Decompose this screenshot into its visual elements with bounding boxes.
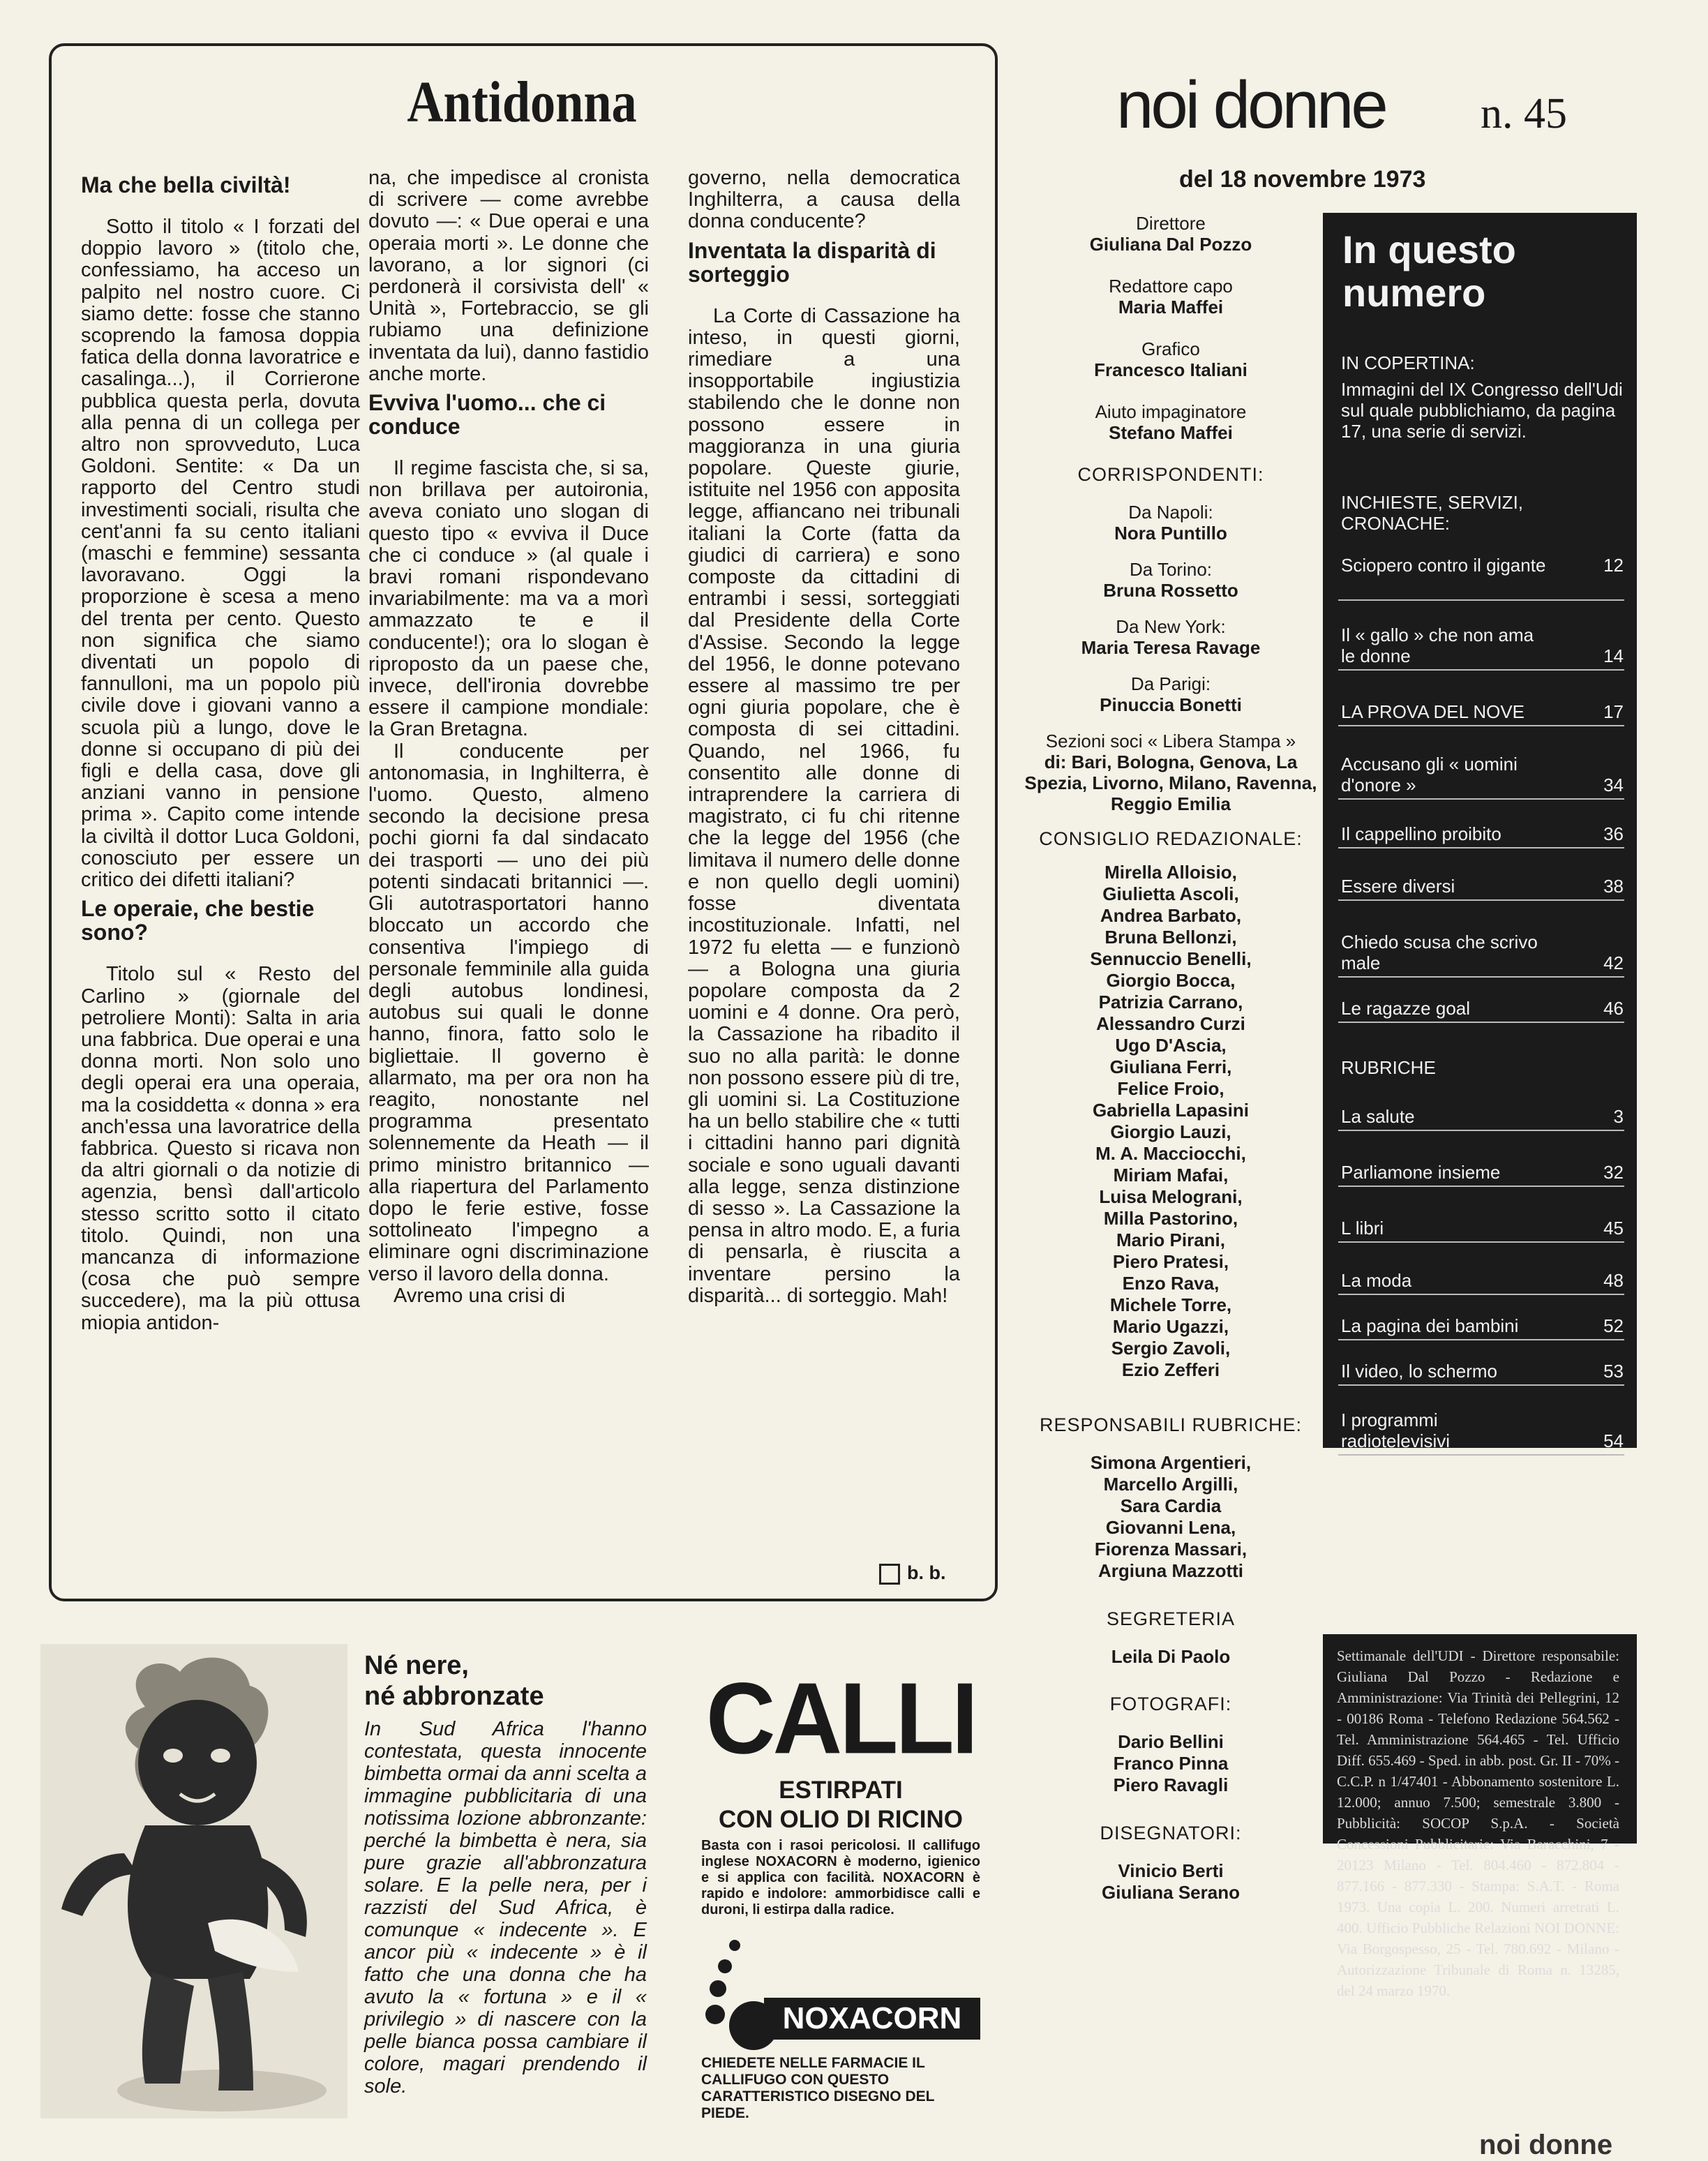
article-column-1 [81,167,360,1334]
article-paragraph: na, che impedisce al cronista di scrivere — come avrebbe dovuto —: « Due operai e una operaia morti ». Le donne che lavorano, a lor signori (ci perdonerà il corsivista dell' « Unità », Fortebraccio, se gli rubiamo una definizione inventata da lui), danno fastidio anche morte. [368,167,649,385]
correspondent-city: Da New York: [1116,616,1226,637]
contents-item[interactable] [1341,754,1624,795]
box-title-line: Né nere, [364,1651,469,1680]
contents-title-line: In questo [1342,227,1516,271]
signature-text: b. b. [907,1562,946,1583]
article-column-2 [368,167,649,1307]
article-paragraph: Il regime fascista che, si sa, non brillava per autoironia, aveva coniato uno slogan di questo tipo « evviva il Duce che ci conduce » (al quale i bravi romani rispondevano invariabilmente: ma va a morì ammazzato te e il conducente!); ora lo slogan è riproposto da un paese che, invece, dell'ironia dovrebbe essere il campione mondiale: la Gran Bretagna. [368,457,649,741]
role-label: Redattore capo [1109,276,1233,297]
consiglio-member: Sergio Zavoli, [1111,1338,1231,1359]
rubriche-member: Fiorenza Massari, [1094,1539,1248,1560]
contents-divider [1338,976,1624,978]
role-label: Grafico [1141,338,1200,359]
rubriche-member: Marcello Argilli, [1103,1474,1238,1495]
contents-divider [1338,725,1624,726]
advert-brand: NOXACORN [764,1998,980,2040]
article-paragraph: governo, nella democratica Inghilterra, a causa della donna conducente? [688,167,960,233]
contents-item-page: 14 [1603,645,1624,666]
correspondent-city: Da Parigi: [1130,673,1211,694]
rubriche-member: Giovanni Lena, [1105,1517,1236,1538]
box-title-line: né abbronzate [364,1682,544,1711]
contents-divider [1338,847,1624,848]
role-director [1024,213,1317,255]
correspondent-name: Nora Puntillo [1114,523,1227,544]
rubrica-item[interactable] [1341,1106,1624,1127]
contents-divider [1338,1339,1624,1340]
correspondents-heading: CORRISPONDENTI: [1077,464,1264,485]
article-subheading: Inventata la disparità di sorteggio [688,237,936,287]
contents-divider [1338,1294,1624,1295]
article-subheading: Ma che bella civiltà! [81,172,291,197]
contents-divider [1338,798,1624,800]
consiglio-member: Ugo D'Ascia, [1115,1035,1227,1056]
contents-item-label: Sciopero contro il gigante [1341,555,1546,576]
consiglio-member: Luisa Melograni, [1099,1186,1243,1207]
role-name: Maria Maffei [1118,297,1224,317]
contents-item-page: 34 [1603,775,1624,795]
contents-item-page: 48 [1603,1270,1624,1291]
masthead-credits [1024,213,1317,1904]
segreteria-name: Leila Di Paolo [1111,1646,1231,1667]
consiglio-member: Patrizia Carrano, [1098,992,1243,1012]
segreteria-heading: SEGRETERIA [1106,1608,1236,1629]
photographer-name: Franco Pinna [1113,1753,1229,1774]
illustrator-name: Vinicio Berti [1118,1860,1224,1881]
advert-line-1: ESTIRPATI [779,1777,903,1804]
article-paragraph: La Corte di Cassazione ha inteso, in questi giorni, rimediare a una insopportabile ingiustizia stabilendo che le donne non possono essere in maggioranza in una giuria popolare. Queste giurie, istituite nel 1956 con apposita legge, affiancano nei tribunali italiani la Corte (fatta da giudici di carriera) e sono composte da cittadini di entrambi i sessi, sorteggiati dal Presidente della Corte d'Assise. Secondo la legge del 1956, le donne potevano essere al massimo tre per ogni giuria popolare, che è composta di sei cittadini. Quando, nel 1966, fu consentito alle donne di intraprendere la carriera di magistrato, ci fu chi ritenne che la legge del 1956 (che limitava il numero delle donne e non quello degli uomini) fosse diventata incostituzionale. Infatti, nel 1972 fu eletta — e funzionò — a Bologna una giuria popolare composta da 2 uomini e 4 donne. Ora però, la Cassazione ha ribadito il suo no alla parità: le donne non possono essere più di tre, gli uomini si. La Costituzione ha un bello stabilire che « tutti i cittadini hanno pari dignità sociale e sono uguali davanti alla legge, senza distinzione di sesso ». La Cassazione la pensa in altro modo. E, a furia di pensarla, è riuscita a inventare persino la disparità... di sorteggio. Mah! [688,304,960,1307]
photographer-name: Dario Bellini [1118,1731,1224,1752]
contents-item[interactable] [1341,823,1624,844]
rubrica-item[interactable] [1341,1315,1624,1336]
contents-divider [1338,1384,1624,1386]
article-paragraph: Sotto il titolo « I forzati del doppio lavoro » (titolo che, confessiamo, ha acceso un palpito nel nostro cuore. Ci siamo dette: fosse che stanno scoprendo la famosa doppia fatica della donna lavoratrice e casalinga...), il Corrierone pubblica questa perla, dovuta alla penna di un collega per altro non sprovveduto, Luca Goldoni. Sentite: « Da un rapporto del Centro studi investimenti sociali, risulta che cent'anni fa su cento italiani (maschi e femmine) sessanta lavoravano. Oggi la proporzione è scesa a meno del trenta per cento. Questo non significa che siamo diventati un popolo di fannulloni, ma un popolo più civile dove i giovani vanno a scuola più a lungo, dove le donne si occupano di più dei figli e della casa, dove gli anziani vanno in pensione prima ». Capito come intende la civiltà il dottor Luca Goldoni, conosciuto per essere un critico dei difetti italiani? [81,216,360,892]
advert-photo-child [40,1644,347,2118]
contents-item-page: 17 [1603,701,1624,722]
fotografi-heading: FOTOGRAFI: [1109,1693,1232,1714]
fotografi-names [1024,1731,1317,1796]
role-graphic [1024,338,1317,380]
consiglio-names [1024,862,1317,1381]
correspondent-name: Bruna Rossetto [1103,580,1238,601]
rubrica-item[interactable] [1341,1270,1624,1291]
advert-copy: Basta con i rasoi pericolosi. Il callifugo inglese NOXACORN è moderno, igienico e si applica con facilità. NOXACORN è rapido e indolore: ammorbidisce calli e duroni, li estirpa dalla radice. [701,1838,980,1917]
contents-item-label: LA PROVA DEL NOVE [1341,701,1525,722]
contents-item-label: Chiedo scusa che scrivo male [1341,932,1538,973]
consiglio-member: Bruna Bellonzi, [1104,927,1237,948]
contents-item-page: 54 [1603,1430,1624,1451]
contents-item-label: Parliamone insieme [1341,1162,1501,1183]
sezioni-label: Sezioni soci « Libera Stampa » [1045,731,1296,752]
contents-divider [1338,899,1624,901]
correspondent-name: Maria Teresa Ravage [1081,637,1261,658]
consiglio-member: Milla Pastorino, [1103,1208,1238,1229]
contents-item-page: 38 [1603,876,1624,897]
colophon-text: Settimanale dell'UDI - Direttore responsabile: Giuliana Dal Pozzo - Redazione e Amministrazione: Via Trinità dei Pellegrini, 12 - 00186 Roma - Telefono Redazione 564.562 - Tel. Amministrazione 564.465 - Tel. Ufficio Diff. 655.469 - Sped. in abb. post. Gr. II - 70% - C.C.P. n 1/47401 - Abbonamento sostenitore L. 12.000; annuo 7.500; semestrale 3.800 - Pubblicità: SOCOP S.p.A. - Società Concessioni Pubblicitarie: Via Baracchini, 7 - 20123 Milano - Tel. 804.460 - 872.804 - 877.166 - 877.330 - Stampa: S.A.T. - Roma 1973. Una copia L. 200. Numeri arretrati L. 400. Ufficio Pubbliche Relazioni NOI DONNE: Via Borgospesso, 25 - Tel. 780.692 - Milano - Autorizzazione Tribunale di Roma n. 13285, del 24 marzo 1970. [1337,1647,1619,1999]
consiglio-member: Michele Torre, [1109,1294,1232,1315]
contents-item[interactable] [1341,625,1624,666]
illustrator-name: Giuliana Serano [1102,1882,1240,1903]
contents-item-page: 53 [1603,1361,1624,1382]
contents-item[interactable] [1341,932,1624,973]
contents-item-page: 46 [1603,998,1624,1019]
advert-bottom-text: CHIEDETE NELLE FARMACIE IL CALLIFUGO CON QUESTO CARATTERISTICO DISEGNO DEL PIEDE. [701,2055,935,2121]
contents-item[interactable] [1341,998,1624,1019]
rubrica-item[interactable] [1341,1218,1624,1239]
correspondent-name: Pinuccia Bonetti [1100,694,1242,715]
contents-item-label: L libri [1341,1218,1384,1239]
role-name: Francesco Italiani [1094,359,1248,380]
disegnatori-heading: DISEGNATORI: [1100,1823,1242,1844]
magazine-title: noi donne [1116,68,1386,142]
role-label: Direttore [1136,213,1206,234]
footprint-dot [705,2005,725,2024]
contents-divider [1338,1454,1624,1456]
rubriche-member: Sara Cardia [1120,1495,1222,1516]
contents-divider [1338,1241,1624,1243]
contents-item-label: Il cappellino proibito [1341,823,1501,844]
rubrica-item[interactable] [1341,1361,1624,1382]
role-name: Stefano Maffei [1109,422,1233,443]
role-editor [1024,276,1317,317]
rubriche-member: Argiuna Mazzotti [1098,1560,1243,1581]
contents-item-page: 45 [1603,1218,1624,1239]
contents-item[interactable] [1341,701,1624,722]
contents-item-label: Le ragazze goal [1341,998,1471,1019]
box-title [364,1650,544,1712]
sezioni-cities: di: Bari, Bologna, Genova, La Spezia, Livorno, Milano, Ravenna, Reggio Emilia [1024,752,1317,814]
advert-headline: CALLI [705,1662,976,1775]
consiglio-member: Miriam Mafai, [1113,1165,1229,1186]
footprint-dot [729,1940,740,1951]
consiglio-member: Felice Froio, [1117,1078,1224,1099]
consiglio-member: Mario Ugazzi, [1112,1316,1229,1337]
contents-divider [1338,1186,1624,1187]
contents-divider [1338,1130,1624,1131]
contents-item-page: 32 [1603,1162,1624,1183]
article-column-3 [688,167,960,1307]
contents-title-line: numero [1342,271,1486,315]
article-paragraph: Titolo sul « Resto del Carlino » (giornale del petroliere Monti): Salta in aria una fabbrica. Due operai e una donna morti. Non solo uno degli operai era una operaia, ma la cosiddetta « donna » era anch'essa una lavoratrice della fabbrica. Questo si ricava non da altri giornali o da notizie di agenzia, bensì dall'articolo stesso scritto sotto il citato titolo. Quindi, non una mancanza di informazione (cosa che può sempre succedere), ma la più ottusa miopia antidon- [81,963,360,1334]
contents-item-label: Accusano gli « uomini d'onore » [1341,754,1518,795]
consiglio-member: Giulietta Ascoli, [1102,883,1239,904]
rubriche-member: Simona Argentieri, [1090,1452,1252,1473]
consiglio-member: Andrea Barbato, [1100,905,1242,926]
correspondent [1024,673,1317,715]
footprint-dot [718,1959,732,1973]
contents-item-label: Il video, lo schermo [1341,1361,1497,1382]
rubriche-heading: RESPONSABILI RUBRICHE: [1039,1414,1303,1435]
contents-sidebar [1323,213,1637,1451]
role-label: Aiuto impaginatore [1095,401,1247,422]
disegnatori-names [1024,1860,1317,1904]
rubriche-names [1024,1452,1317,1582]
article-subheading: Le operaie, che bestie sono? [81,896,315,945]
consiglio-member: M. A. Macciocchi, [1095,1143,1246,1164]
copertina-text: Immagini del IX Congresso dell'Udi sul quale pubblichiamo, da pagina 17, una serie di servizi. [1341,379,1623,442]
correspondent [1024,616,1317,658]
consiglio-member: Giorgio Bocca, [1106,970,1236,991]
consiglio-member: Sennuccio Benelli, [1090,948,1252,969]
consiglio-member: Gabriella Lapasini [1093,1100,1249,1121]
contents-divider [1338,669,1624,671]
contents-item-page: 3 [1613,1106,1624,1127]
correspondent-city: Da Torino: [1129,559,1213,580]
contents-item-label: Il « gallo » che non ama le donne [1341,625,1534,666]
contents-item-page: 52 [1603,1315,1624,1336]
role-name: Giuliana Dal Pozzo [1089,234,1252,255]
footer-running-title: noi donne [1479,2130,1613,2160]
correspondent [1024,559,1317,601]
contents-item-label: I programmi radiotelevisivi [1341,1409,1451,1451]
contents-item-page: 12 [1603,555,1624,576]
contents-item-page: 42 [1603,952,1624,973]
consiglio-member: Giorgio Lauzi, [1110,1121,1231,1142]
contents-item[interactable] [1341,555,1624,576]
article-paragraph: Il conducente per antonomasia, in Inghilterra, è l'uomo. Questo, almeno secondo la decisione presa pochi giorni fa dal sindacato dei trasporti — uno dei più potenti sindacati britannici —. Gli autotrasportatori hanno bloccato un accordo che consentiva l'impiego di personale femminile alla guida degli autobus londinesi, autobus sui quali le donne hanno, finora, fatto solo le bigliettaie. Il governo è allarmato, ma per ora non ha reagito, nonostante nel programma presentato solennemente da Heath — il primo ministro britannico — alla riapertura del Parlamento dopo le ferie estive, fosse sottolineato l'impegno a eliminare ogni discriminazione verso il lavoro della donna. [368,740,649,1285]
correspondent [1024,502,1317,544]
contents-item-label: Essere diversi [1341,876,1455,897]
contents-item-label: La salute [1341,1106,1415,1127]
footprint-dot [710,1980,726,1997]
contents-item-label: La moda [1341,1270,1412,1291]
child-illustration [40,1644,347,2118]
article-signature [879,1562,946,1585]
consiglio-member: Ezio Zefferi [1121,1359,1220,1380]
contents-item-label: La pagina dei bambini [1341,1315,1519,1336]
contents-item[interactable] [1341,876,1624,897]
box-body: In Sud Africa l'hanno contestata, questa innocente bimbetta ormai da anni scelta a immagine pubblicitaria di una notissima lozione abbronzante: perché la bimbetta è nera, sia pure grazie all'abbronzatura solare. E la pelle nera, per i razzisti del Sud Africa, è comunque « indecente ». E ancor più « indecente » è il fatto che una donna che ha avuto la « fortuna » e il « privilegio » di nascere con la pelle bianca possa cambiare il colore, magari prendendo il sole. [364,1718,647,2098]
consiglio-member: Enzo Rava, [1122,1273,1220,1294]
consiglio-member: Alessandro Curzi [1096,1013,1245,1034]
role-layout [1024,401,1317,443]
rubrica-item[interactable] [1341,1409,1624,1451]
consiglio-member: Mario Pirani, [1116,1229,1226,1250]
noxacorn-advert [687,1662,994,2130]
article-subheading: Evviva l'uomo... che ci conduce [368,390,606,440]
photographer-name: Piero Ravagli [1113,1774,1229,1795]
consiglio-member: Piero Pratesi, [1112,1251,1229,1272]
colophon-box [1323,1634,1637,1999]
consiglio-member: Giuliana Ferri, [1109,1056,1232,1077]
end-square-icon [879,1564,900,1585]
consiglio-member: Mirella Alloisio, [1104,862,1237,883]
rubrica-item[interactable] [1341,1162,1624,1183]
contents-divider [1338,599,1624,601]
consiglio-heading: CONSIGLIO REDAZIONALE: [1039,828,1303,849]
correspondent-city: Da Napoli: [1128,502,1213,523]
contents-item-page: 36 [1603,823,1624,844]
sezioni-soci [1024,731,1317,814]
article-title: Antidonna [407,70,637,135]
advert-line-2: CON OLIO DI RICINO [719,1806,963,1833]
contents-title [1342,228,1516,315]
contents-divider [1338,1022,1624,1023]
copertina-heading: IN COPERTINA: [1341,352,1475,373]
issue-number: n. 45 [1481,90,1567,137]
issue-date: del 18 novembre 1973 [1179,166,1426,193]
rubriche-heading: RUBRICHE [1341,1057,1436,1078]
article-paragraph: Avremo una crisi di [394,1284,566,1307]
inchieste-heading: INCHIESTE, SERVIZI, CRONACHE: [1341,492,1524,534]
